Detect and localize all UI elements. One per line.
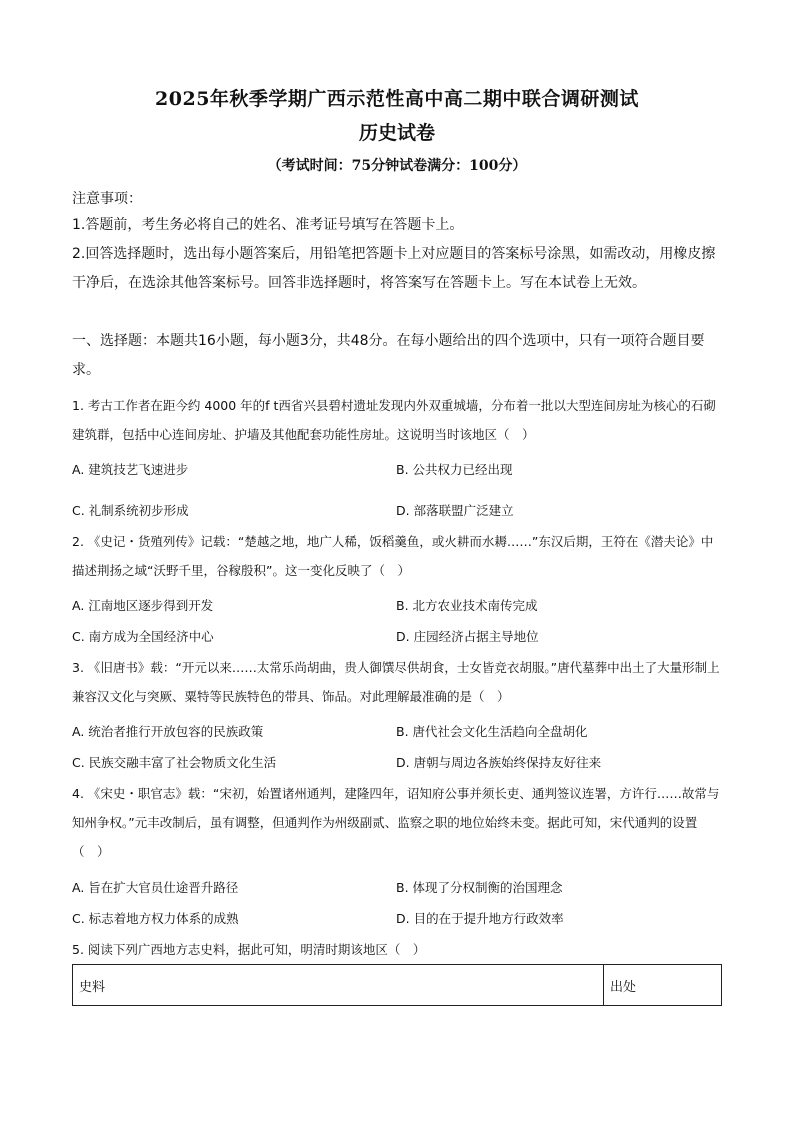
- question-2-option-a: A. 江南地区逐步得到开发: [72, 598, 214, 613]
- notice-item-2: 2.回答选择题时，选出每小题答案后，用铅笔把答题卡上对应题目的答案标号涂黑，如需改动，用橡皮擦干净后，在选涂其他答案标号。回答非选择题时，将答案写在答题卡上。写在本试卷上无效。: [72, 246, 716, 291]
- question-2-stem: 2. 《史记・货殖列传》记载：“楚越之地，地广人稀，饭稻羹鱼，或火耕而水耨……”东汉后期，王符在《潜夫论》中描述荆扬之域“沃野千里，谷稼殷积”。这一变化反映了（ ）: [72, 534, 714, 578]
- question-4-option-b: B. 体现了分权制衡的治国理念: [396, 880, 563, 895]
- question-4-stem: 4. 《宋史・职官志》载：“宋初，始置诸州通判，建隆四年，诏知府公事并须长吏、通判签议连署，方许行……故常与知州争权。”元丰改制后，虽有调整，但通判作为州级副贰、监察之职的地位始终未变。据此可知，宋代通判的设置（ ）: [72, 786, 720, 859]
- question-1-option-b: B. 公共权力已经出现: [396, 462, 513, 477]
- question-4-option-d: D. 目的在于提升地方行政效率: [396, 911, 564, 926]
- table-row: [73, 965, 722, 1006]
- question-1-option-c: C. 礼制系统初步形成: [72, 503, 189, 518]
- question-1-stem: 1. 考古工作者在距今约 4000 年的f t西省兴县碧村遗址发现内外双重城墙，分布着一批以大型连间房址为核心的石砌建筑群，包括中心连间房址、护墙及其他配套功能性房址。这说明当时该地区（ ）: [72, 398, 716, 442]
- notice-item-1: 1.答题前，考生务必将自己的姓名、准考证号填写在答题卡上。: [72, 217, 464, 233]
- question-3-option-b: B. 唐代社会文化生活趋向全盘胡化: [396, 724, 588, 739]
- question-1-option-a: A. 建筑技艺飞速进步: [72, 462, 189, 477]
- question-2-option-b: B. 北方农业技术南传完成: [396, 598, 538, 613]
- section-heading: 一、选择题：本题共16小题，每小题3分，共48分。在每小题给出的四个选项中，只有一项符合题目要求。: [72, 333, 705, 378]
- notice-heading: 注意事项：: [72, 191, 142, 207]
- source-table: [72, 964, 722, 1006]
- question-3-stem: 3. 《旧唐书》载：“开元以来……太常乐尚胡曲，贵人御馔尽供胡食，士女皆竞衣胡服。”唐代墓葬中出土了大量形制上兼容汉文化与突厥、粟特等民族特色的带具、饰品。对此理解最准确的是（ ）: [72, 660, 720, 704]
- question-1-option-d: D. 部落联盟广泛建立: [396, 503, 514, 518]
- question-2-option-c: C. 南方成为全国经济中心: [72, 629, 214, 644]
- question-3-option-c: C. 民族交融丰富了社会物质文化生活: [72, 755, 277, 770]
- question-4-option-a: A. 旨在扩大官员仕途晋升路径: [72, 880, 239, 895]
- exam-subject: 历史试卷: [358, 122, 435, 144]
- question-5-stem: 5. 阅读下列广西地方志史料，据此可知，明清时期该地区（ ）: [72, 942, 426, 957]
- exam-title: 2025年秋季学期广西示范性高中高二期中联合调研测试: [155, 88, 639, 110]
- question-3-option-a: A. 统治者推行开放包容的民族政策: [72, 724, 264, 739]
- exam-info: （考试时间：75分钟试卷满分：100分）: [267, 158, 527, 174]
- question-4-option-c: C. 标志着地方权力体系的成熟: [72, 911, 239, 926]
- question-2-option-d: D. 庄园经济占据主导地位: [396, 629, 539, 644]
- question-3-option-d: D. 唐朝与周边各族始终保持友好往来: [396, 755, 602, 770]
- table-header-origin: 出处: [604, 965, 722, 1006]
- table-header-source: 史料: [73, 965, 604, 1006]
